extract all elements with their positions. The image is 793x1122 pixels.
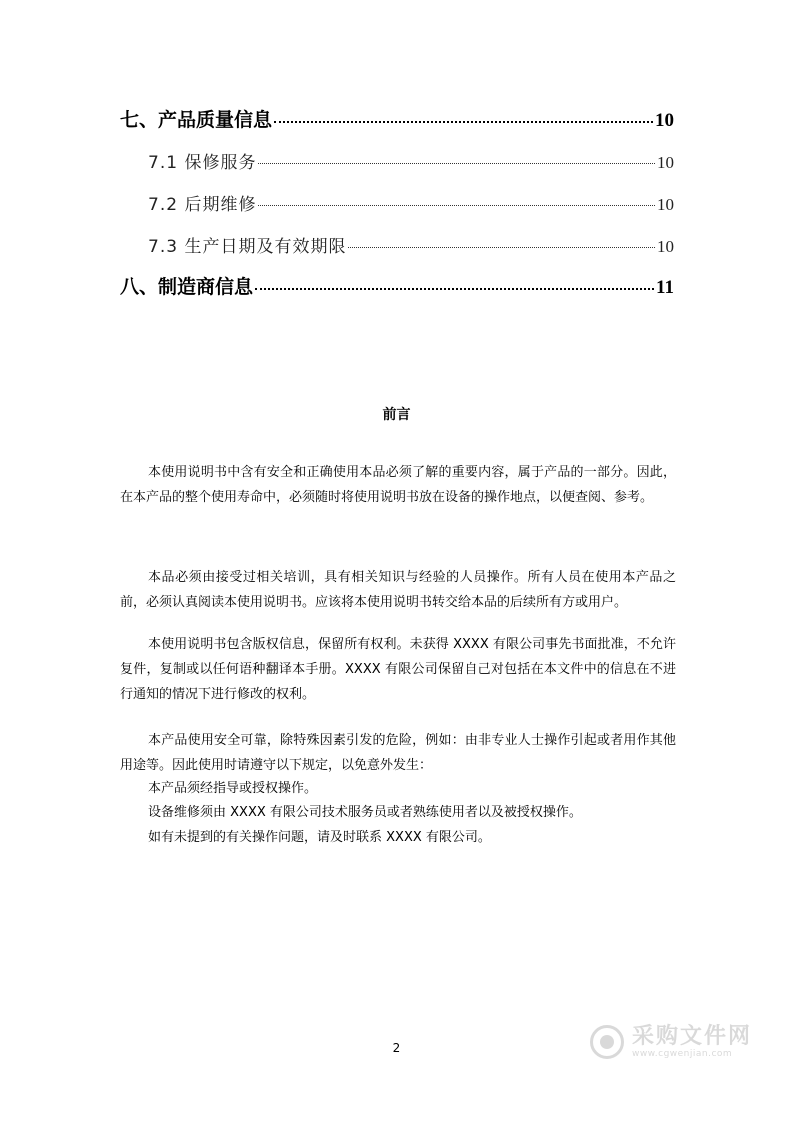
toc-leader-dots: [274, 120, 653, 123]
toc-entry-title: 七、产品质量信息: [120, 109, 273, 131]
toc-entry[interactable]: [148, 148, 674, 173]
toc-entry[interactable]: [148, 232, 674, 257]
page-number: 2: [392, 1041, 401, 1055]
toc-entry-page: 11: [656, 277, 674, 298]
toc-leader-dots: [348, 246, 655, 248]
preface-rule: 设备维修须由 XXXX 有限公司技术服务员或者熟练使用者以及被授权操作。: [148, 805, 582, 820]
preface-paragraph: 本产品使用安全可靠，除特殊因素引发的危险，例如：由非专业人士操作引起或者用作其他用途等。因此使用时请遵守以下规定，以免意外发生：: [120, 733, 676, 773]
toc-entry-title: 八、制造商信息: [120, 276, 254, 298]
toc-entry[interactable]: [120, 272, 674, 299]
toc-entry-title: 7.1 保修服务: [148, 153, 257, 173]
toc-leader-dots: [255, 287, 654, 290]
preface-paragraph: 本使用说明书中含有安全和正确使用本品必须了解的重要内容，属于产品的一部分。因此，在本产品的整个使用寿命中，必须随时将使用说明书放在设备的操作地点，以便查阅、参考。: [120, 465, 676, 505]
preface-paragraph: 本使用说明书包含版权信息，保留所有权利。未获得 XXXX 有限公司事先书面批准，不允许复件，复制或以任何语种翻译本手册。XXXX 有限公司保留自己对包括在本文件中的信息在不进行通知的情况下进行修改的权利。: [120, 637, 676, 702]
toc-entry-page: 10: [657, 237, 674, 256]
preface-paragraph: 本品必须由接受过相关培训，具有相关知识与经验的人员操作。所有人员在使用本产品之前，必须认真阅读本使用说明书。应该将本使用说明书转交给本品的后续所有方或用户。: [120, 570, 676, 610]
toc-entry-title: 7.2 后期维修: [148, 195, 257, 215]
watermark-logo-icon: [590, 1025, 624, 1059]
toc-entry[interactable]: [148, 190, 674, 215]
toc-entry-page: 10: [655, 110, 674, 131]
preface-rule: 如有未提到的有关操作问题，请及时联系 XXXX 有限公司。: [148, 830, 491, 845]
toc-leader-dots: [258, 204, 655, 206]
watermark-url: www.cgwenjian.com: [632, 1049, 733, 1059]
toc-entry-page: 10: [657, 195, 674, 214]
toc-entry[interactable]: [120, 105, 674, 132]
preface-title: 前言: [382, 407, 411, 423]
toc-leader-dots: [258, 162, 655, 164]
toc-entry-title: 7.3 生产日期及有效期限: [148, 237, 347, 257]
toc-entry-page: 10: [657, 153, 674, 172]
preface-rule: 本产品须经指导或授权操作。: [148, 781, 318, 796]
watermark: [590, 1025, 752, 1059]
watermark-name: 采购文件网: [632, 1024, 753, 1049]
